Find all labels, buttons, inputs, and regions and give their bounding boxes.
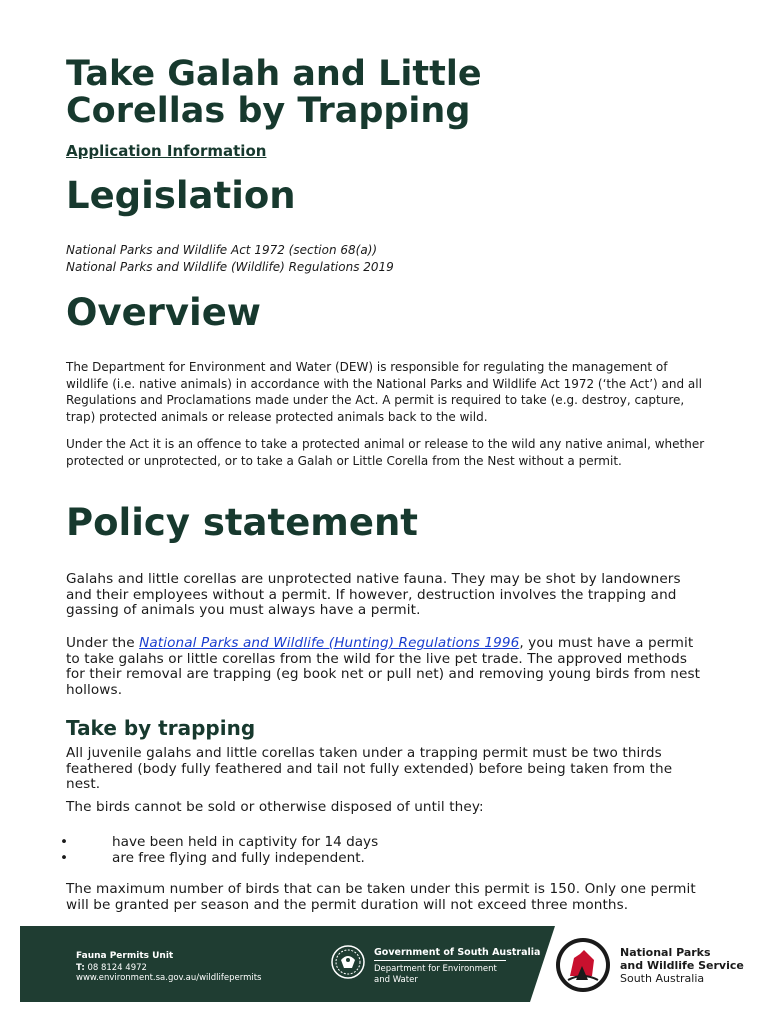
footer-banner [20,926,770,1002]
footer-government: Government of South Australia [374,947,541,958]
overview-paragraph-1: The Department for Environment and Water (DEW) is responsible for regulating the management of wildlife (i.e. native animals) in accordance with the National Parks and Wildlife Act 1972 (‘the Act’) and all Regulations and Proclamations made under the Act. A permit is required to take (e.g. destroy, capture, trap) protected animals or release protected animals back to the wild. [66,360,702,424]
bullet-icon: • [60,834,69,850]
footer-department-line-2: and Water [374,975,418,985]
footer-phone-label: T: [76,963,85,973]
policy-paragraph-1: Galahs and little corellas are unprotected native fauna. They may be shot by landowners and their employees without a permit. If however, destruction involves the trapping and gassing of animals you must always have a permit. [66,571,681,619]
footer-divider [374,960,506,961]
list-item [60,834,706,850]
subtitle: Application Information [66,142,267,160]
policy-p2-pre: Under the [66,635,140,651]
footer-phone-number: 08 8124 4972 [87,963,147,973]
npws-logo-icon [554,936,612,994]
trapping-paragraph-3: The maximum number of birds that can be taken under this permit is 150. Only one permit will be granted per season and the permit duration will not exceed three months. [66,881,696,913]
trapping-conditions-list [60,834,706,866]
list-item [60,850,706,866]
sa-government-crest-icon [330,944,366,980]
document-title [66,56,706,130]
footer-npws-line-3: South Australia [620,972,705,985]
legislation-heading: Legislation [66,174,296,217]
bullet-icon: • [60,850,69,866]
footer-phone [76,963,147,973]
policy-p2-post: , you must have a permit to take galahs or little corellas from the wild for the live pet trade. The approved methods for their removal are trapping (eg book net or pull net) and removing young birds from nest hollows. [66,635,701,698]
legislation-act: National Parks and Wildlife Act 1972 (section 68(a)) [66,243,378,257]
trapping-heading: Take by trapping [66,716,256,740]
hunting-regulations-link[interactable]: National Parks and Wildlife (Hunting) Regulations 1996 [139,635,520,651]
footer-unit: Fauna Permits Unit [76,951,174,961]
footer-npws-line-1: National Parks [620,946,711,959]
trapping-paragraph-2: The birds cannot be sold or otherwise disposed of until they: [66,799,484,815]
footer-department-line-1: Department for Environment [374,964,497,974]
legislation-regs: National Parks and Wildlife (Wildlife) Regulations 2019 [66,260,394,274]
title-line-1: Take Galah and Little [66,54,482,94]
policy-heading: Policy statement [66,501,418,544]
policy-paragraph-2 [66,636,706,698]
footer-website[interactable]: www.environment.sa.gov.au/wildlifepermits [76,973,262,983]
footer-npws-line-2: and Wildlife Service [620,959,744,972]
trapping-paragraph-1: All juvenile galahs and little corellas taken under a trapping permit must be two thirds feathered (body fully feathered and tail not fully extended) before being taken from the nest. [66,745,673,793]
overview-heading: Overview [66,291,261,334]
list-item-text: are free flying and fully independent. [112,850,365,866]
list-item-text: have been held in captivity for 14 days [112,834,379,850]
title-line-2: Corellas by Trapping [66,91,471,131]
overview-paragraph-2: Under the Act it is an offence to take a protected animal or release to the wild any native animal, whether protected or unprotected, or to take a Galah or Little Corella from the Nest without a permit. [66,437,705,468]
